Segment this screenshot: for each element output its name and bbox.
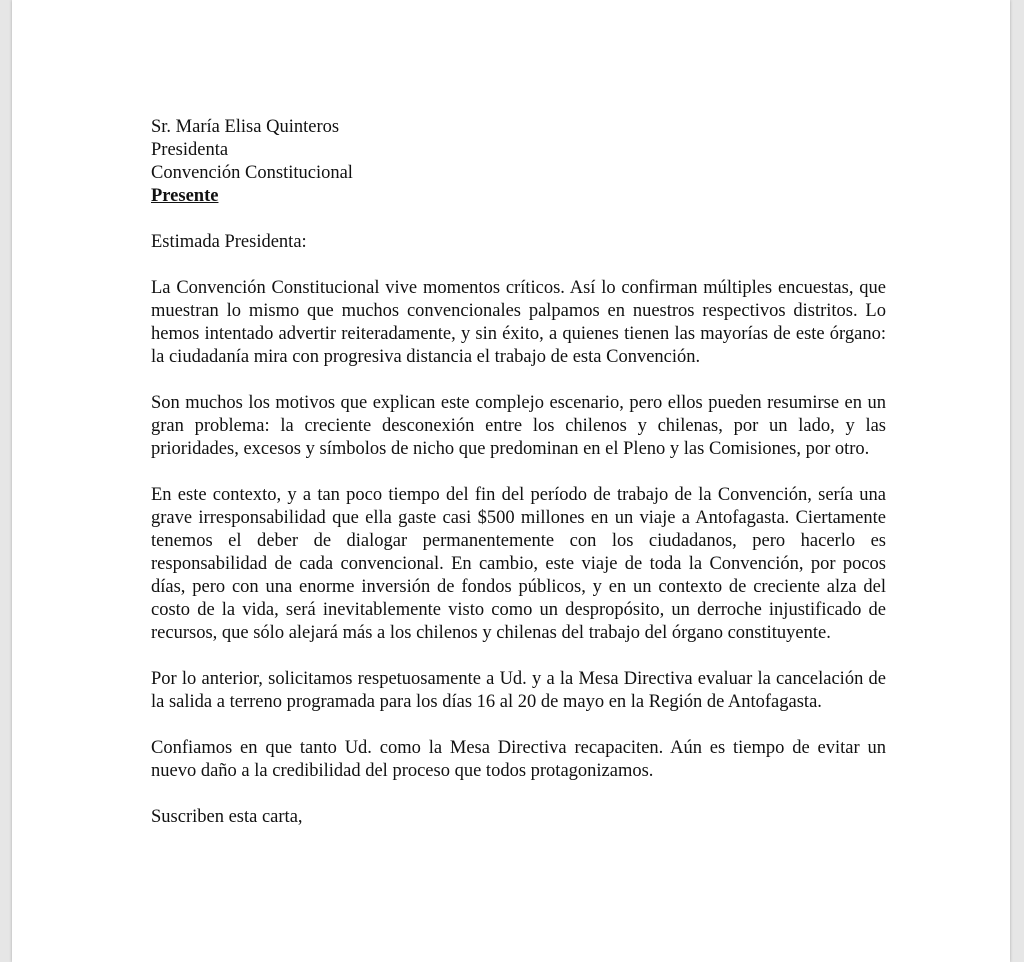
recipient-block <box>151 116 886 208</box>
letter-closing: Suscriben esta carta, <box>151 807 303 827</box>
recipient-presente: Presente <box>151 186 219 206</box>
document-page <box>12 0 1010 962</box>
letter-body <box>151 116 886 829</box>
paragraph-2: Son muchos los motivos que explican este complejo escenario, pero ellos pueden resumirse en un gran problema: la creciente desconexión entre los chilenos y chilenas, por un lado, y las prioridades, excesos y símbolos de nicho que predominan en el Pleno y las Comisiones, por otro. <box>151 393 886 459</box>
letter-greeting: Estimada Presidenta: <box>151 232 307 252</box>
recipient-title: Presidenta <box>151 140 229 160</box>
paragraph-3: En este contexto, y a tan poco tiempo del fin del período de trabajo de la Convención, sería una grave irresponsabilidad que ella gaste casi $500 millones en un viaje a Antofagasta. Ciertamente tenemos el deber de dialogar permanentemente con los ciudadanos, pero hacerlo es responsabilidad de cada convencional. En cambio, este viaje de toda la Convención, por pocos días, pero con una enorme inversión de fondos públicos, y en un contexto de creciente alza del costo de la vida, será inevitablemente visto como un despropósito, un derroche injustificado de recursos, que sólo alejará más a los chilenos y chilenas del trabajo del órgano constituyente. <box>151 485 886 643</box>
recipient-name: Sr. María Elisa Quinteros <box>151 117 340 137</box>
paragraph-1: La Convención Constitucional vive momentos críticos. Así lo confirman múltiples encuestas, que muestran lo mismo que muchos convencionales palpamos en nuestros respectivos distritos. Lo hemos intentado advertir reiteradamente, y sin éxito, a quienes tienen las mayorías de este órgano: la ciudadanía mira con progresiva distancia el trabajo de esta Convención. <box>151 278 886 367</box>
paragraph-4: Por lo anterior, solicitamos respetuosamente a Ud. y a la Mesa Directiva evaluar la cancelación de la salida a terreno programada para los días 16 al 20 de mayo en la Región de Antofagasta. <box>151 669 886 712</box>
recipient-organization: Convención Constitucional <box>151 163 353 183</box>
paragraph-5: Confiamos en que tanto Ud. como la Mesa Directiva recapaciten. Aún es tiempo de evitar un nuevo daño a la credibilidad del proceso que todos protagonizamos. <box>151 738 886 781</box>
